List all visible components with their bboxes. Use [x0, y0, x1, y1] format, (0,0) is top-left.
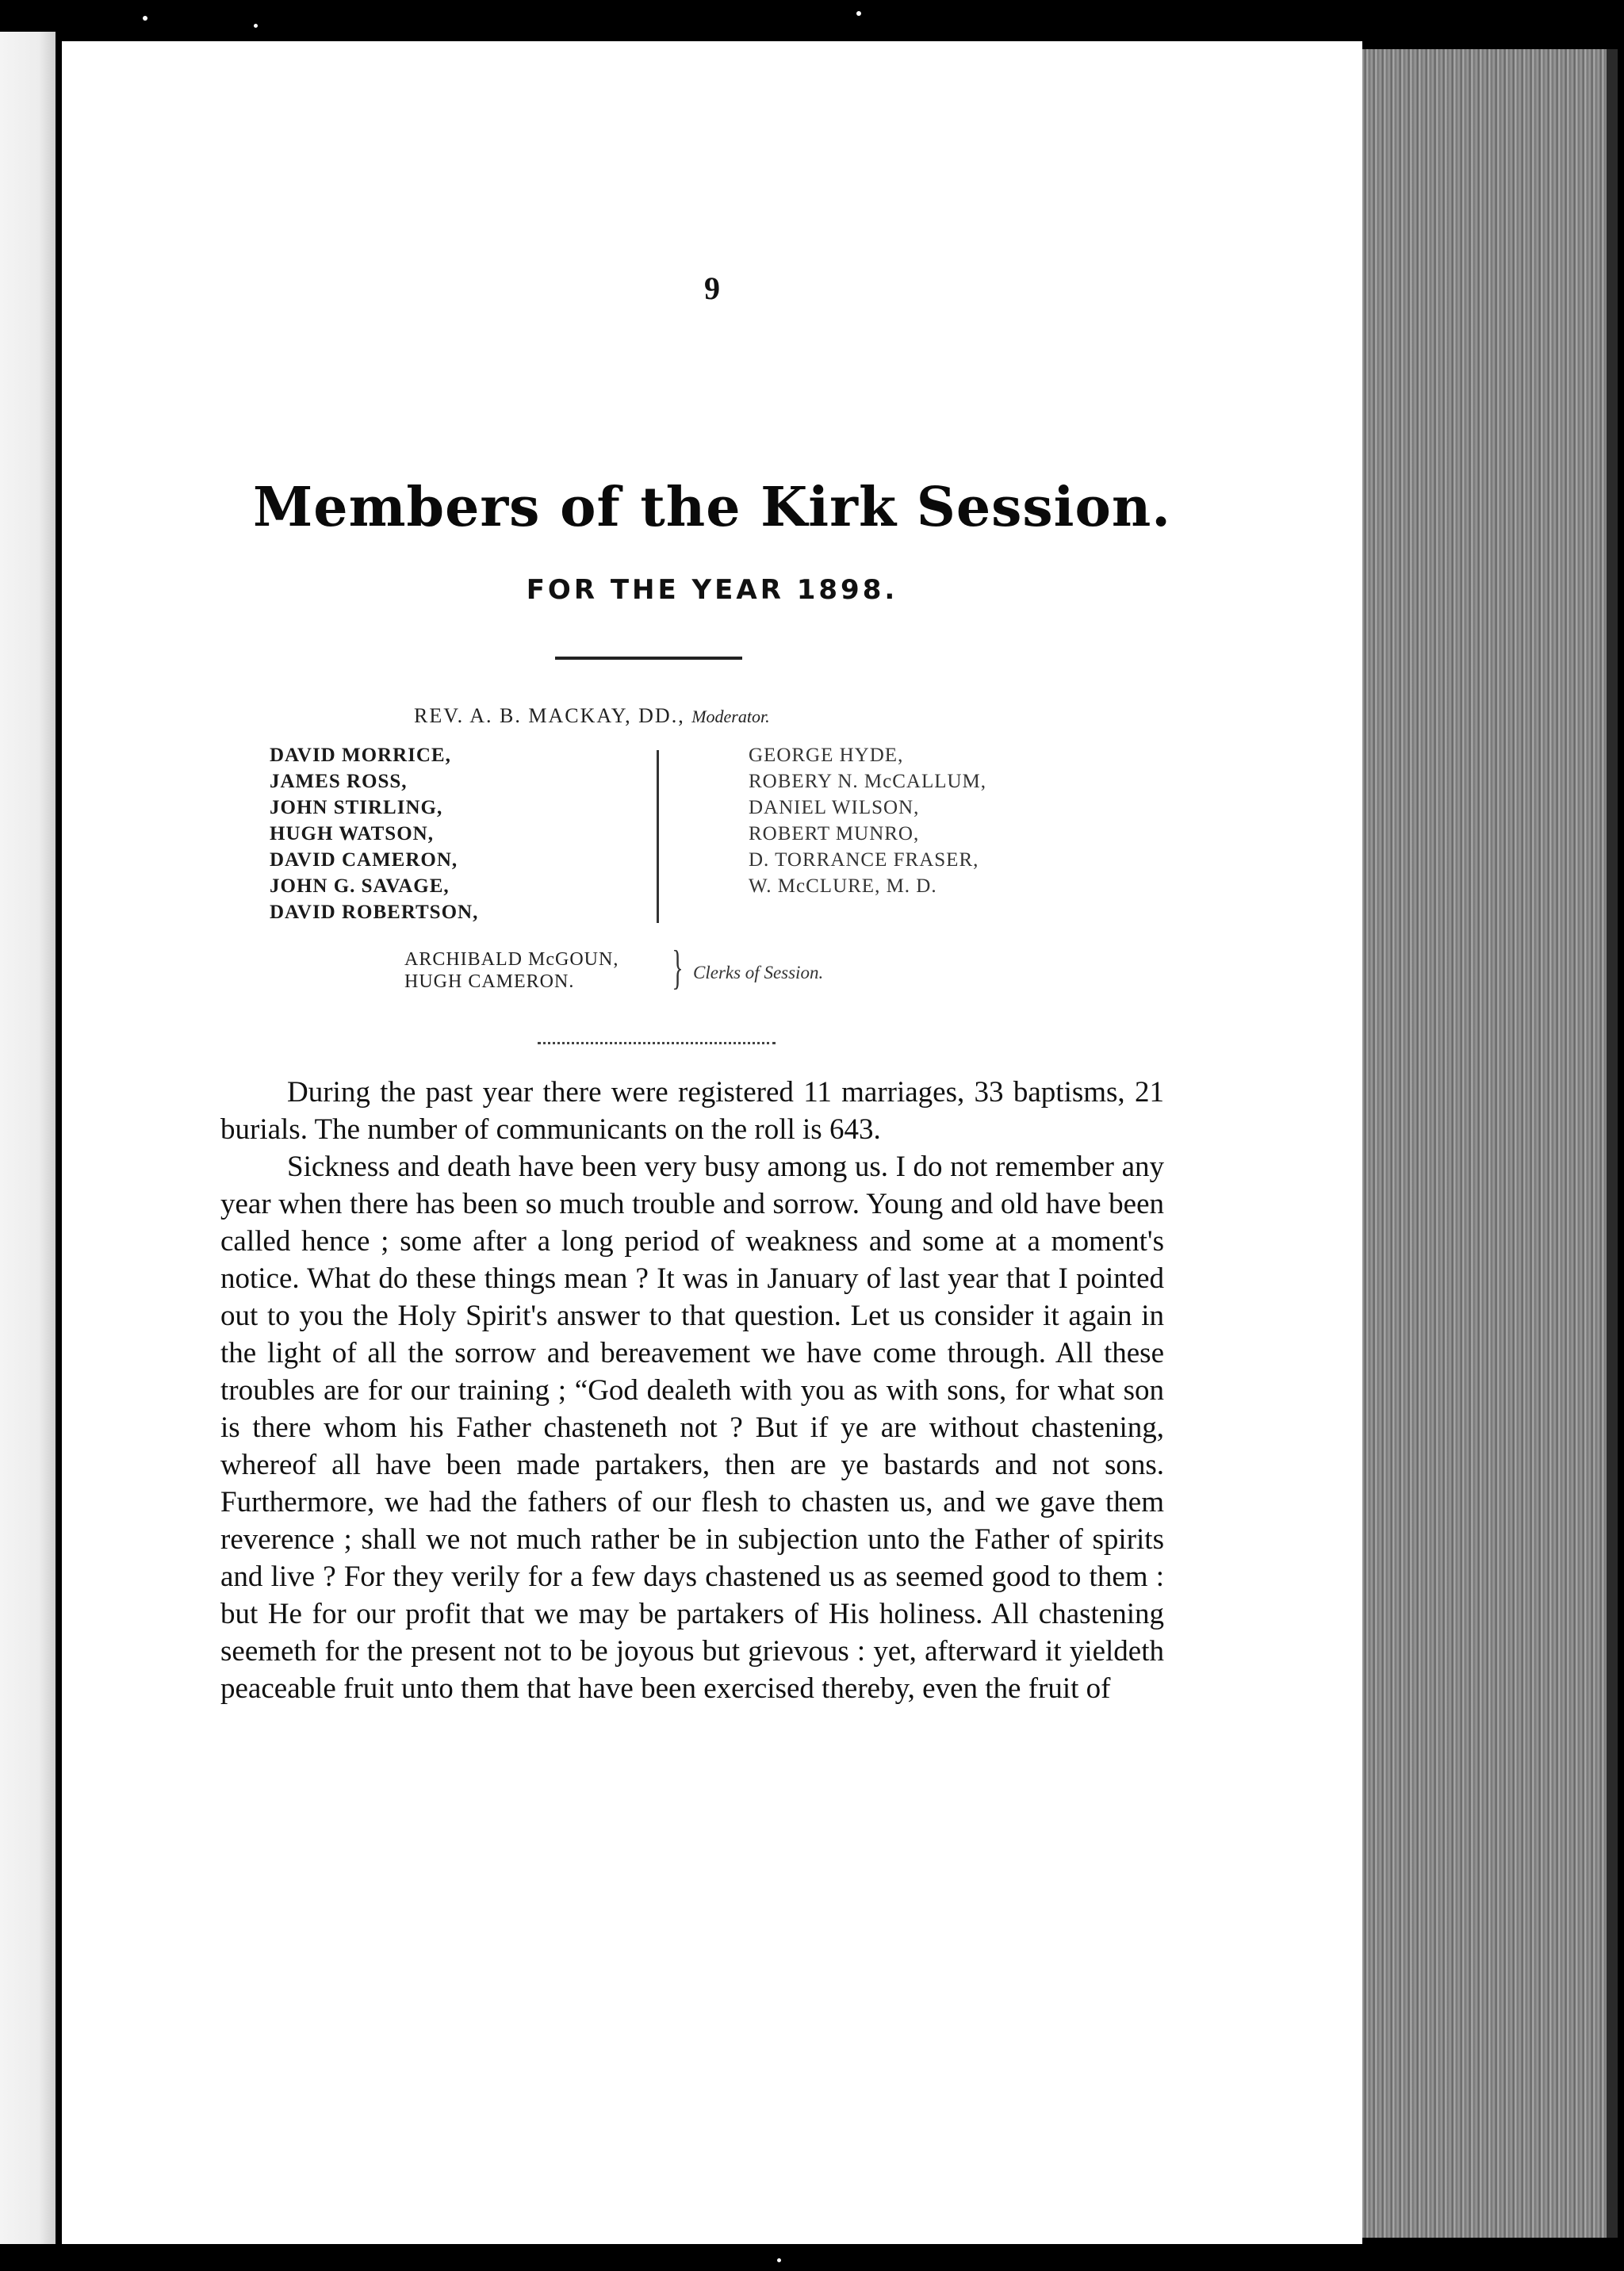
scan-speck [777, 2258, 781, 2262]
clerk-name: ARCHIBALD McGOUN, [404, 949, 619, 970]
member-name: D. TORRANCE FRASER, [749, 849, 979, 871]
scan-speck [856, 11, 861, 16]
members-left-column [270, 742, 478, 925]
member-name: DANIEL WILSON, [749, 797, 920, 818]
member-name: JOHN STIRLING, [270, 797, 443, 818]
member-name: JAMES ROSS, [270, 771, 408, 792]
facing-page-edge [0, 32, 56, 2244]
moderator-name: REV. A. B. MACKAY, DD., [414, 704, 685, 727]
clerks-names [404, 948, 619, 993]
member-name: DAVID ROBERTSON, [270, 902, 479, 923]
scan-speck [254, 24, 258, 28]
member-name: HUGH WATSON, [270, 823, 434, 844]
members-right-column [749, 742, 986, 899]
body-paragraph: Sickness and death have been very busy among us. I do not remember any year when there has been so much trouble and sorrow. Young and old have been called hence ; some after a long period of weakness and some at a moment's notice. What do these things mean ? It was in January of last year that I pointed out to you the Holy Spirit's answer to that question. Let us consider it again in the light of all the sorrow and bereavement we have come through. All these troubles are for our training ; “God dealeth with you as with sons, for what son is there whom his Father chasteneth not ? But if ye are without chastening, whereof all have been made partakers, then are ye bastards and not sons. Furthermore, we had the fathers of our flesh to chasten us, and we gave them reverence ; shall we not much rather be in subjection unto the Father of spirits and live ? For they verily for a few days chastened us as seemed good to them : but He for our profit that we may be partakers of His holiness. All chastening seemeth for the present not to be joyous but grievous : yet, afterward it yieldeth peaceable fruit unto them that have been exercised thereby, even the fruit of [220, 1151, 1164, 1705]
page-subtitle: FOR THE YEAR 1898. [526, 574, 898, 606]
member-name: DAVID CAMERON, [270, 849, 458, 871]
clerk-name: HUGH CAMERON. [404, 971, 575, 992]
book-page-edges [1356, 49, 1607, 2238]
brace-glyph: } [672, 941, 684, 994]
member-name: JOHN G. SAVAGE, [270, 875, 450, 897]
page-title: Members of the Kirk Session. [253, 476, 1171, 539]
member-name: ROBERT MUNRO, [749, 823, 920, 844]
moderator-line [414, 704, 770, 728]
column-divider [657, 750, 659, 923]
clerks-role: Clerks of Session. [693, 963, 824, 982]
section-divider [538, 1042, 776, 1044]
body-text [220, 1074, 1164, 1707]
scan-speck [143, 16, 147, 21]
moderator-role: Moderator. [691, 707, 770, 726]
title-divider [555, 657, 742, 660]
body-paragraph: During the past year there were registered 11 marriages, 33 baptisms, 21 burials. The number of communicants on the roll is 643. [220, 1076, 1164, 1146]
member-name: GEORGE HYDE, [749, 745, 904, 766]
page-number: 9 [704, 270, 720, 306]
member-name: ROBERY N. McCALLUM, [749, 771, 987, 792]
member-name: DAVID MORRICE, [270, 745, 451, 766]
member-name: W. McCLURE, M. D. [749, 875, 937, 897]
document-page [62, 41, 1362, 2244]
